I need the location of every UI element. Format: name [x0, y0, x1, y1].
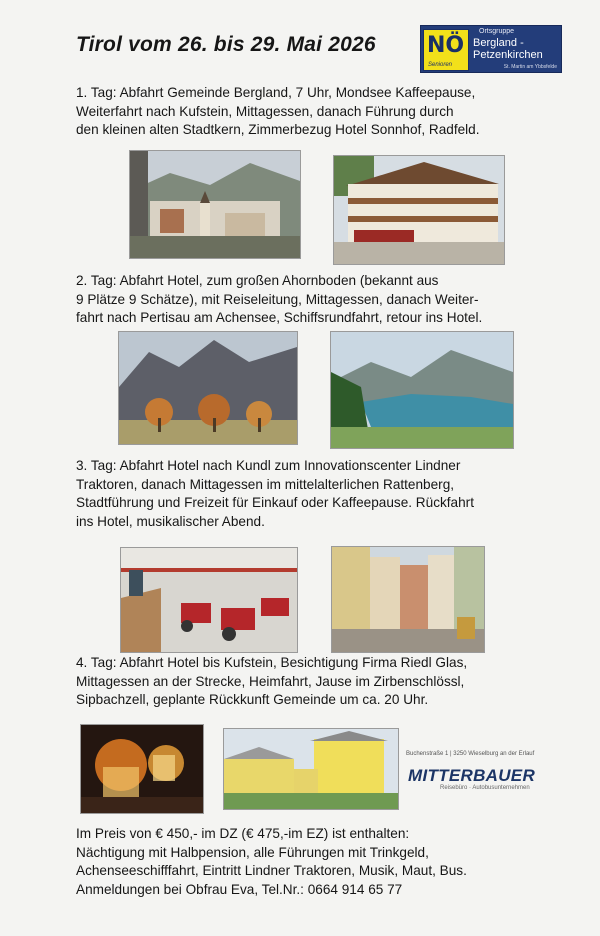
text-line: 3. Tag: Abfahrt Hotel nach Kundl zum Innovationscenter Lindner: [76, 458, 461, 473]
riedl-glass-photo: [80, 724, 204, 814]
text-line: Nächtigung mit Halbpension, alle Führungen mit Trinkgeld,: [76, 844, 429, 860]
organization-logo: [420, 25, 562, 73]
day-1-description: [76, 84, 576, 140]
achensee-photo: [330, 331, 514, 449]
text-line: Achenseeschifffahrt, Eintritt Lindner Traktoren, Musik, Maut, Bus.: [76, 863, 467, 878]
kufstein-town-photo: [129, 150, 301, 259]
page-title: Tirol vom 26. bis 29. Mai 2026: [76, 33, 376, 56]
logo-line-2: Petzenkirchen: [473, 49, 543, 61]
mitterbauer-logo: MITTERBAUER: [408, 766, 536, 785]
sponsor-address: Buchenstraße 1 | 3250 Wieselburg an der Erlauf: [406, 751, 535, 757]
text-line: Mittagessen an der Strecke, Heimfahrt, Jause im Zirbenschlössl,: [76, 673, 465, 689]
zirbenschloessl-photo: [223, 728, 399, 810]
text-line: Traktoren, danach Mittagessen im mittelalterlichen Rattenberg,: [76, 476, 455, 492]
text-line: fahrt nach Pertisau am Achensee, Schiffsrundfahrt, retour ins Hotel.: [76, 310, 483, 325]
badge-subtext: Senioren: [428, 62, 453, 68]
text-line: Stadtführung und Freizeit für Einkauf oder Kaffeepause. Rückfahrt: [76, 495, 474, 510]
day-4-description: [76, 654, 576, 710]
text-line: Im Preis von € 450,- im DZ (€ 475,-im EZ) ist enthalten:: [76, 826, 410, 841]
logo-group-label: Ortsgruppe: [479, 28, 515, 35]
hotel-sonnhof-photo: [333, 155, 505, 265]
text-line: den kleinen alten Stadtkern, Zimmerbezug Hotel Sonnhof, Radfeld.: [76, 122, 480, 137]
text-line: 1. Tag: Abfahrt Gemeinde Bergland, 7 Uhr, Mondsee Kaffeepause,: [76, 85, 476, 100]
text-line: Anmeldungen bei Obfrau Eva, Tel.Nr.: 0664 914 65 77: [76, 881, 403, 897]
text-line: Weiterfahrt nach Kufstein, Mittagessen, danach Führung durch: [76, 103, 454, 119]
noe-senioren-badge: [423, 29, 469, 71]
sponsor-tagline: Reisebüro · Autobusunternehmen: [440, 785, 530, 791]
lindner-innovation-center-photo: [120, 547, 298, 653]
text-line: 9 Plätze 9 Schätze), mit Reiseleitung, Mittagessen, danach Weiter-: [76, 291, 479, 307]
text-line: 2. Tag: Abfahrt Hotel, zum großen Ahornboden (bekannt aus: [76, 273, 439, 288]
badge-text: NÖ: [427, 33, 465, 58]
day-2-description: [76, 272, 576, 328]
price-info: [76, 825, 576, 899]
day-3-description: [76, 457, 576, 531]
text-line: 4. Tag: Abfahrt Hotel bis Kufstein, Besichtigung Firma Riedl Glas,: [76, 655, 468, 670]
ahornboden-photo: [118, 331, 298, 445]
logo-line-3: St. Martin am Ybbsfelde: [503, 64, 557, 70]
logo-line-1: Bergland -: [473, 37, 524, 49]
text-line: ins Hotel, musikalischer Abend.: [76, 513, 265, 529]
rattenberg-street-photo: [331, 546, 485, 653]
text-line: Sipbachzell, geplante Rückkunft Gemeinde um ca. 20 Uhr.: [76, 692, 429, 707]
